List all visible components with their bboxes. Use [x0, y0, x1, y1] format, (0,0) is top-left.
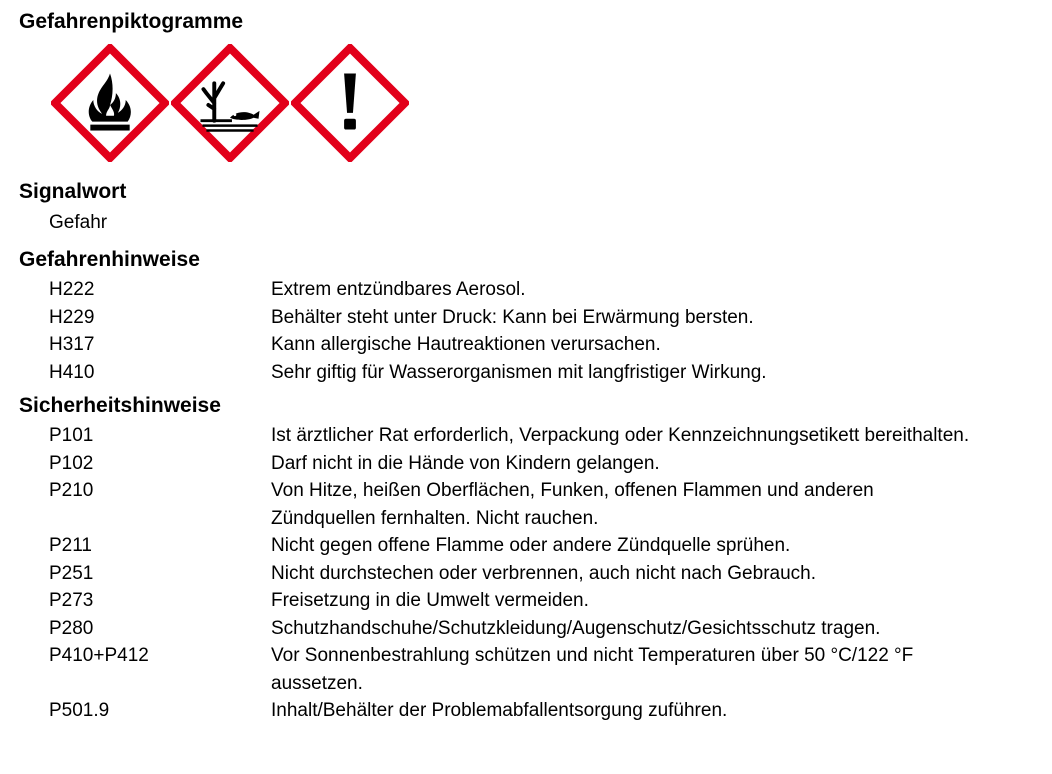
precautionary-text: Ist ärztlicher Rat erforderlich, Verpackung oder Kennzeichnungsetikett bereithalten. — [271, 425, 970, 446]
hazard-statement-row — [19, 304, 1039, 332]
precautionary-statements-list — [19, 422, 1039, 725]
hazard-code: H229 — [49, 306, 95, 328]
hazard-code: H317 — [49, 334, 95, 355]
signal-word: Gefahr — [49, 212, 108, 233]
hazard-code: H222 — [49, 279, 95, 300]
precautionary-statement-row — [19, 642, 1039, 697]
precautionary-code: P280 — [49, 617, 94, 639]
precautionary-code: P501.9 — [49, 700, 110, 721]
precautionary-code: P251 — [49, 562, 94, 584]
hazard-text: Extrem entzündbares Aerosol. — [271, 279, 526, 300]
precautionary-statement-row — [19, 697, 1039, 725]
precautionary-code: P101 — [49, 425, 94, 446]
precautionary-text: Nicht gegen offene Flamme oder andere Zündquelle sprühen. — [271, 535, 791, 556]
precautionary-statement-row — [19, 587, 1039, 615]
hazard-statement-row — [19, 331, 1039, 359]
hazard-statement-row — [19, 276, 1039, 304]
precautionary-text: Freisetzung in die Umwelt vermeiden. — [271, 590, 589, 611]
precautionary-statement-row — [19, 477, 1039, 532]
hazard-text: Sehr giftig für Wasserorganismen mit langfristiger Wirkung. — [271, 361, 767, 383]
precautionary-code: P273 — [49, 590, 94, 611]
precautionary-code: P410+P412 — [49, 645, 149, 666]
precautionary-text: Inhalt/Behälter der Problemabfallentsorgung zuführen. — [271, 700, 728, 721]
hazard-text: Kann allergische Hautreaktionen verursachen. — [271, 334, 661, 355]
hazard-code: H410 — [49, 361, 95, 383]
pictograms-heading: Gefahrenpiktogramme — [19, 10, 244, 33]
precautionary-statements-heading: Sicherheitshinweise — [19, 394, 221, 417]
signal-word-heading: Signalwort — [19, 180, 127, 203]
precautionary-statement-row — [19, 560, 1039, 588]
precautionary-text: Vor Sonnenbestrahlung schützen und nicht Temperaturen über 50 °C/122 °F aussetzen. — [271, 645, 914, 694]
precautionary-text: Nicht durchstechen oder verbrennen, auch nicht nach Gebrauch. — [271, 562, 816, 584]
precautionary-statement-row — [19, 615, 1039, 643]
ghs09-environment-icon — [171, 44, 289, 162]
precautionary-statement-row — [19, 450, 1039, 478]
hazard-statement-row — [19, 359, 1039, 387]
precautionary-code: P210 — [49, 480, 94, 501]
safety-label-document — [19, 6, 1039, 729]
ghs02-flame-icon — [51, 44, 169, 162]
hazard-statements-heading: Gefahrenhinweise — [19, 248, 200, 271]
pictogram-row — [51, 42, 1039, 164]
precautionary-statement-row — [19, 422, 1039, 450]
precautionary-code: P102 — [49, 452, 94, 474]
hazard-text: Behälter steht unter Druck: Kann bei Erwärmung bersten. — [271, 306, 754, 328]
precautionary-code: P211 — [49, 535, 92, 556]
precautionary-statement-row — [19, 532, 1039, 560]
precautionary-text: Schutzhandschuhe/Schutzkleidung/Augenschutz/Gesichtsschutz tragen. — [271, 617, 881, 639]
ghs07-exclamation-icon — [291, 44, 409, 162]
precautionary-text: Von Hitze, heißen Oberflächen, Funken, offenen Flammen und anderen Zündquellen fernhalten. Nicht rauchen. — [271, 480, 874, 529]
precautionary-text: Darf nicht in die Hände von Kindern gelangen. — [271, 452, 660, 474]
hazard-statements-list — [19, 276, 1039, 386]
